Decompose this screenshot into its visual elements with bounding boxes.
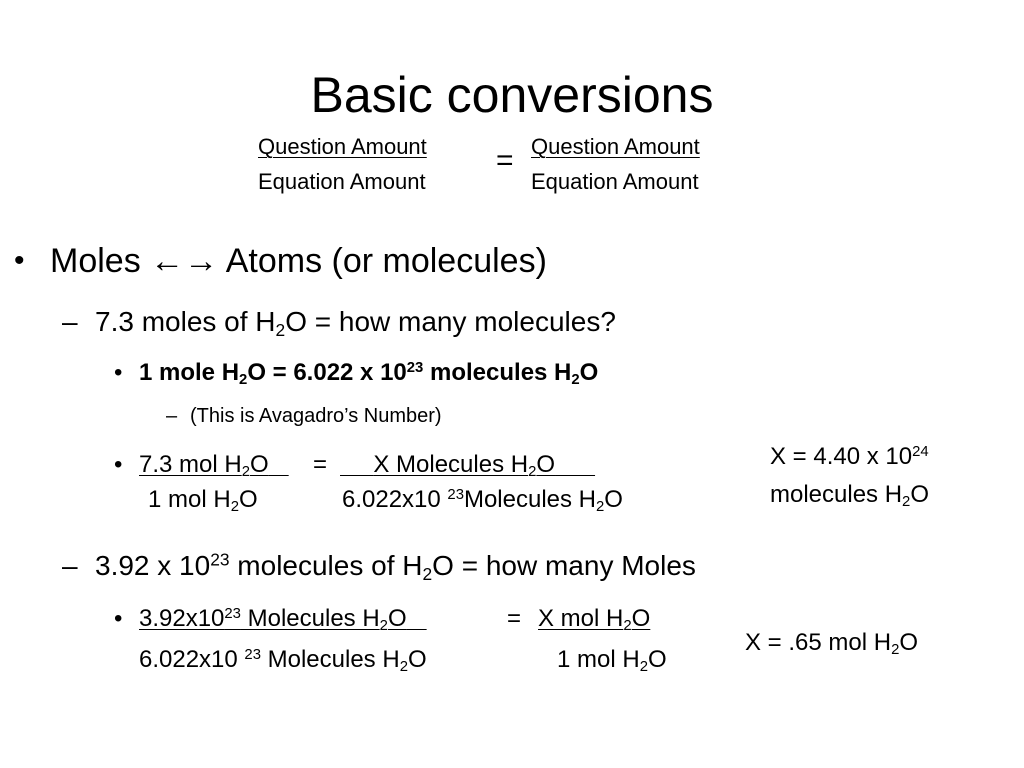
- bullet-marker: •: [114, 605, 123, 632]
- calc1-equals: =: [313, 451, 328, 478]
- dash-marker: –: [62, 550, 78, 581]
- calc1-left-numerator: 7.3 mol $H_2O$: [139, 451, 269, 481]
- calc2-left-numerator: $3.92x10^{23}$ Molecules $H_2O$: [139, 605, 407, 635]
- calc2-right-denominator: 1 mol $H_2O$: [557, 646, 667, 676]
- answer-2: X = .65 mol $H_2O$: [745, 629, 919, 659]
- calc2-right-numerator: X mol $H_2O$: [538, 605, 651, 635]
- bullet-marker: •: [114, 359, 123, 386]
- slide-title: Basic conversions: [310, 67, 714, 123]
- calc2-equals: =: [507, 605, 522, 632]
- question-2: 3.92 x $10^{23}$ molecules of $H_2O$ = how many Moles: [95, 549, 696, 584]
- dash-marker: –: [166, 405, 178, 427]
- calc1-left-denominator: 1 mol $H_2O$: [148, 486, 258, 516]
- formula-right-denominator: Equation Amount: [531, 169, 699, 194]
- dash-marker: –: [62, 306, 78, 337]
- mole-fact: 1 mole $H_2O = 6.022$ x $10^{23}$ molecules $H_2O$: [139, 359, 599, 389]
- bullet-marker: •: [14, 244, 25, 277]
- formula-right-numerator: Question Amount: [531, 134, 700, 159]
- formula-left-denominator: Equation Amount: [258, 169, 426, 194]
- formula-equals: =: [496, 144, 514, 177]
- formula-left-numerator: Question Amount: [258, 134, 427, 159]
- calc1-right-denominator: 6.022x10 $^{23}$Molecules $H_2O$: [342, 486, 623, 516]
- answer-1: X = 4.40 x $10^{24}$ molecules $H_2O$: [770, 443, 929, 511]
- calc1-right-numerator: X Molecules $H_2O$: [373, 451, 556, 481]
- calc2-left-denominator: 6.022x10 $^{23}$ Molecules $H_2O$: [139, 646, 427, 676]
- bullet-moles-atoms: Moles ←→ Atoms (or molecules): [50, 242, 547, 280]
- question-1: 7.3 moles of $H_2O$ = how many molecules?: [95, 306, 616, 340]
- double-arrow-icon: ←→: [150, 242, 219, 280]
- bullet-marker: •: [114, 451, 123, 478]
- avagadro-note: (This is Avagadro’s Number): [190, 405, 442, 427]
